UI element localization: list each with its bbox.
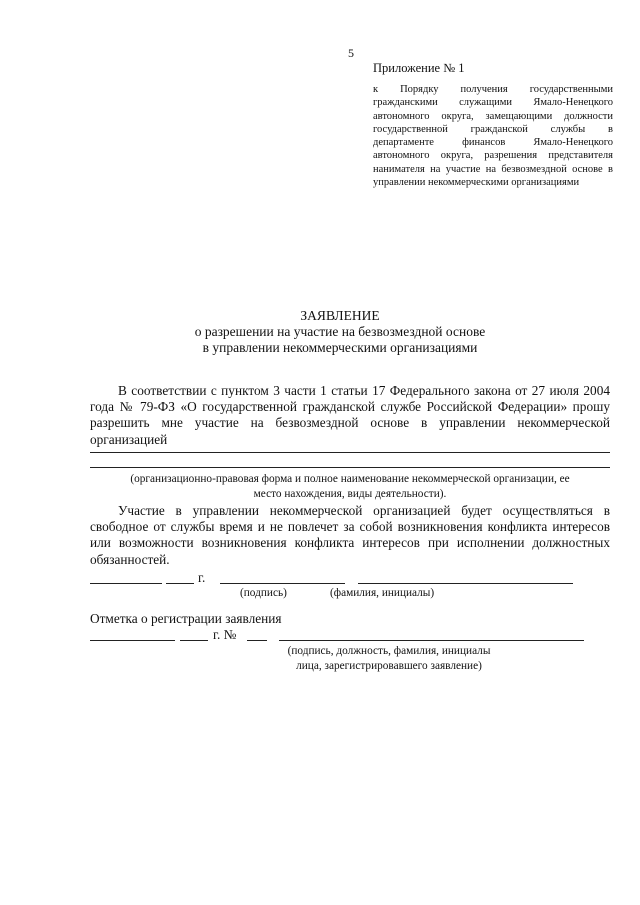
appendix-text: к Порядку получения государственными гражданскими служащими Ямало-Ненецкого автономного округа, замещающими должности государственной гражданской службы в департаменте финансов Ямало-Ненецкого автономного округа, разрешения представителя нанимателя на участие на безвозмездной основе в управлении некоммерческими организациями bbox=[373, 84, 613, 189]
organization-caption bbox=[100, 472, 600, 501]
body-paragraph-2: Участие в управлении некоммерческой организацией будет осуществляться в свободное от службы время и не повлечет за собой возникновения конфликта интересов или возможности возникновения конфликта интересов при исполнении должностных обязанностей. bbox=[90, 503, 610, 567]
registration-title: Отметка о регистрации заявления bbox=[90, 611, 282, 626]
registrar-caption bbox=[279, 644, 499, 673]
registrar-caption-line1: (подпись, должность, фамилия, инициалы bbox=[287, 645, 491, 657]
document-heading bbox=[140, 308, 540, 356]
registration-date-blank[interactable] bbox=[90, 640, 175, 641]
body-paragraph-1: В соответствии с пунктом 3 части 1 статьи 17 Федерального закона от 27 июля 2004 года № 79-ФЗ «О государственной гражданской службе Российской Федерации» прошу разрешить мне участие на безвозмездной основе в управлении некоммерческой организацией bbox=[90, 383, 610, 447]
registrar-caption-line2: лица, зарегистрировавшего заявление) bbox=[296, 659, 482, 672]
registration-year-blank[interactable] bbox=[180, 640, 208, 641]
signature-caption: (подпись) bbox=[240, 587, 287, 599]
signature-blank[interactable] bbox=[220, 583, 345, 584]
page-number: 5 bbox=[348, 46, 354, 60]
document-title: ЗАЯВЛЕНИЕ bbox=[300, 308, 380, 323]
registrar-blank[interactable] bbox=[279, 640, 584, 641]
date-day-month-blank[interactable] bbox=[90, 583, 162, 584]
organization-blank-line-2[interactable] bbox=[90, 467, 610, 468]
signature-year-suffix: г. bbox=[198, 570, 206, 585]
name-caption: (фамилия, инициалы) bbox=[330, 587, 435, 599]
registration-number-blank[interactable] bbox=[247, 640, 267, 641]
organization-caption-line2: место нахождения, виды деятельности). bbox=[253, 487, 447, 500]
document-subtitle-line1: о разрешении на участие на безвозмездной основе bbox=[194, 324, 486, 339]
date-year-blank[interactable] bbox=[166, 583, 194, 584]
organization-caption-line1: (организационно-правовая форма и полное наименование некоммерческой организации, ее bbox=[130, 473, 570, 485]
name-blank[interactable] bbox=[358, 583, 573, 584]
organization-blank-line-1[interactable] bbox=[90, 452, 610, 453]
appendix-title: Приложение № 1 bbox=[373, 61, 465, 75]
document-subtitle-line2: в управлении некоммерческими организациями bbox=[202, 340, 478, 355]
registration-number-label: г. № bbox=[213, 627, 237, 642]
